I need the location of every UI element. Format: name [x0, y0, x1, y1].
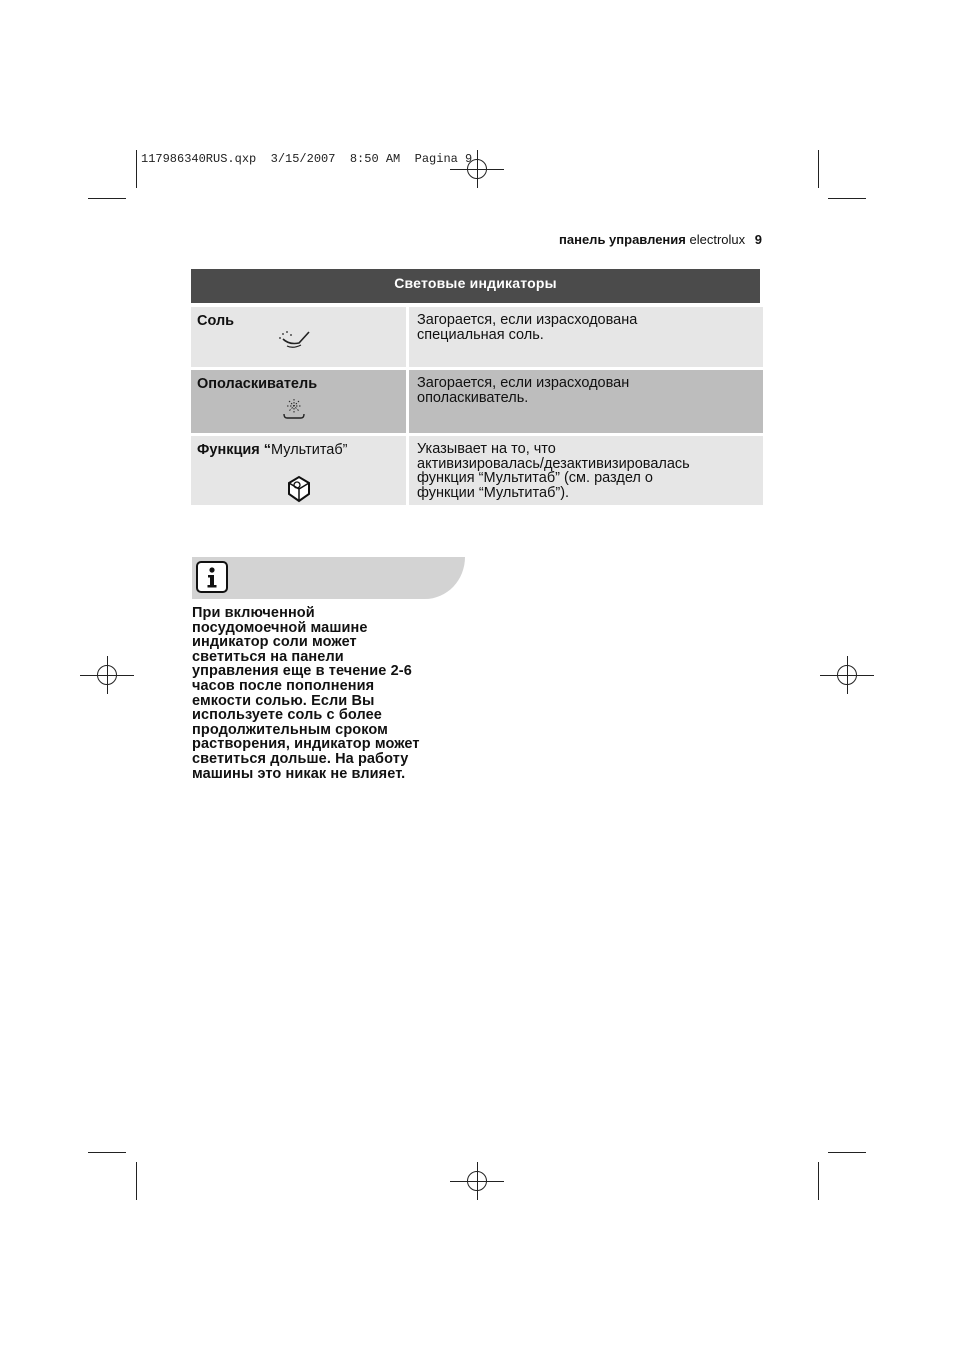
section-title: панель управления [559, 232, 686, 247]
registration-mark-icon [837, 665, 857, 685]
indicator-cell [191, 307, 406, 367]
info-note [192, 606, 492, 781]
description-line: Указывает на то, что [417, 441, 556, 457]
brand-name: electrolux [689, 232, 746, 247]
table-row [191, 307, 763, 367]
running-head [559, 232, 762, 247]
indicator-label: Соль [197, 313, 235, 329]
description-cell [409, 370, 763, 433]
description-line: Загорается, если израсходован [417, 375, 630, 391]
table-row [191, 370, 763, 433]
note-line: посудомоечной машине [192, 619, 368, 636]
registration-mark-icon [97, 665, 117, 685]
rinse-aid-indicator-icon [281, 396, 307, 422]
multitab-indicator-icon [285, 474, 313, 504]
note-line: используете соль с более [192, 707, 382, 724]
print-slug: 117986340RUS.qxp 3/15/2007 8:50 AM Pagina 9 [141, 152, 473, 166]
note-line: растворения, индикатор может [192, 736, 420, 753]
table-row [191, 436, 763, 505]
note-line: При включенной [192, 605, 315, 621]
description-cell [409, 436, 763, 505]
crop-mark [828, 1152, 866, 1153]
crop-mark [818, 150, 819, 188]
note-line: светиться на панели [192, 648, 344, 665]
note-line: емкости солью. Если Вы [192, 692, 375, 709]
indicator-cell [191, 370, 406, 433]
note-line: машины это никак не влияет. [192, 765, 406, 782]
indicator-cell [191, 436, 406, 505]
note-line: управления еще в течение 2-6 [192, 663, 412, 680]
page-number: 9 [754, 232, 762, 247]
description-line: функции “Мультитаб”). [417, 484, 570, 501]
crop-mark [818, 1162, 819, 1200]
description-line: специальная соль. [417, 326, 544, 343]
indicator-label: Функция “Мультитаб” [197, 442, 348, 458]
description-line: Загорается, если израсходована [417, 312, 638, 328]
salt-indicator-icon [277, 329, 313, 351]
crop-mark [136, 1162, 137, 1200]
crop-mark [136, 150, 137, 188]
description-cell [409, 307, 763, 367]
crop-mark [88, 1152, 126, 1153]
description-line: активизировалась/дезактивизировалась [417, 455, 690, 472]
indicator-label: Ополаскиватель [197, 376, 318, 392]
info-banner [192, 557, 465, 599]
crop-mark [828, 198, 866, 199]
note-line: продолжительным сроком [192, 721, 389, 738]
note-line: светиться дольше. На работу [192, 750, 409, 767]
registration-mark-icon [467, 1171, 487, 1191]
note-line: индикатор соли может [192, 634, 357, 651]
info-icon [196, 561, 228, 593]
crop-mark [88, 198, 126, 199]
description-line: ополаскиватель. [417, 389, 529, 406]
table-title: Световые индикаторы [191, 269, 760, 303]
description-line: функция “Мультитаб” (см. раздел о [417, 470, 653, 486]
note-line: часов после пополнения [192, 677, 375, 694]
